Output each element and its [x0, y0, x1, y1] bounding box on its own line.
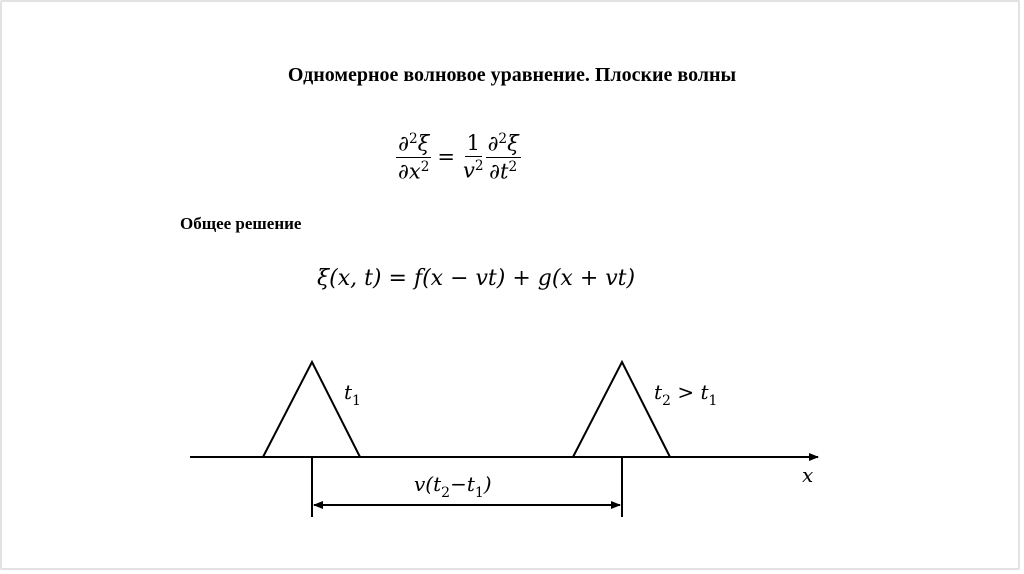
pulse-1: [263, 362, 360, 457]
power: 2: [508, 158, 518, 175]
distance-label: $v(t_2-t_1)$: [414, 472, 492, 501]
equals-sign: =: [437, 145, 455, 170]
power: 2: [408, 131, 418, 147]
x-axis-label: x: [802, 463, 814, 487]
v-symbol: v: [463, 158, 475, 183]
partial-symbol: ∂: [487, 131, 499, 156]
partial-symbol: ∂: [489, 159, 500, 184]
general-solution-label: Общее решение: [180, 214, 302, 233]
pulse-2-label: $t_2 > t_1$: [654, 380, 718, 409]
slide-title: Одномерное волновое уравнение. Плоские волны: [287, 64, 737, 86]
partial-symbol: ∂: [398, 159, 409, 184]
xi-symbol: ξ: [417, 131, 430, 156]
power: 2: [474, 158, 484, 175]
xi-symbol: ξ: [507, 131, 519, 156]
x-symbol: x: [408, 159, 421, 184]
power: 2: [498, 131, 508, 147]
t-symbol: t: [499, 159, 509, 184]
partial-symbol: ∂: [398, 131, 409, 156]
pulse-1-label: $t_1$: [344, 380, 361, 409]
one: 1: [466, 131, 480, 156]
pulse-2: [573, 362, 670, 457]
power: 2: [420, 158, 430, 175]
general-solution-equation: ξ(x, t) = f(x − vt) + g(x + vt): [317, 266, 636, 291]
